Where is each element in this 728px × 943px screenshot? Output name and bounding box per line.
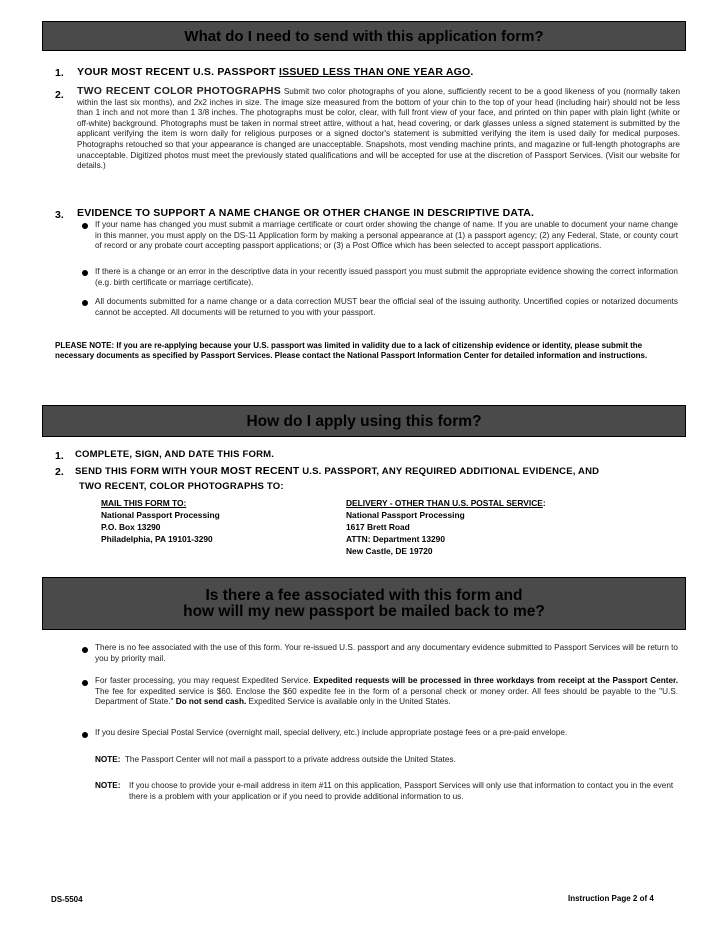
item-heading: TWO RECENT COLOR PHOTOGRAPHS <box>77 85 281 97</box>
address-heading: MAIL THIS FORM TO: <box>101 498 187 508</box>
note-text: If you choose to provide your e-mail address in item #11 on this application, Passport Services will only use that information to contact you in the event there is a problem with your application or if you need to provide additional information to us. <box>129 781 674 801</box>
please-note: PLEASE NOTE: If you are re-applying because your U.S. passport was limited in validity due to a lack of citizenship evidence or identity, please submit the necessary documents as specified by Passport Services. Please contact the National Passport Information Center for detailed information and instructions. <box>55 341 648 360</box>
fee-text-bold: Expedited requests will be processed in three workdays from receipt at the Passport Center. <box>313 676 679 685</box>
bullet-text: If there is a change or an error in the descriptive data in your recently issued passport you must submit the appropriate evidence showing the correct information (e.g. birth certificate or marriage certificate). <box>95 267 678 287</box>
note-text: The Passport Center will not mail a passport to a private address outside the United States. <box>124 755 456 764</box>
step-text: U.S. PASSPORT, ANY REQUIRED ADDITIONAL EVIDENCE, AND <box>299 466 600 477</box>
fee-text: The fee for expedited service is $60. Enclose the $60 expedite fee in the form of a personal check or money order. All fees should be payable to the "U.S. Department of State." <box>95 686 678 707</box>
item-heading-evidence: EVIDENCE TO SUPPORT A NAME CHANGE OR OTHER CHANGE IN DESCRIPTIVE DATA. <box>77 207 535 219</box>
bullet-icon <box>82 647 88 653</box>
form-id: DS-5504 <box>51 895 83 904</box>
fee-text: For faster processing, you may request Expedited Service. <box>95 676 314 685</box>
step-complete-sign: COMPLETE, SIGN, AND DATE THIS FORM. <box>75 449 275 460</box>
bullet-text: If your name has changed you must submit a marriage certificate or court order showing the change of name. If you are unable to document your name change in this manner, you must apply on the DS-11 Application form by making a personal appearance at (1) a passport agency; (2) any Federal, State, or county court of record or any probate court accepting passport applications; or (3) a Post Office which has been selected to accept passport applications. <box>95 220 678 251</box>
section-title: What do I need to send with this application form? <box>184 28 544 45</box>
item-text: YOUR MOST RECENT U.S. PASSPORT <box>77 66 280 78</box>
step-send-form <box>75 465 599 477</box>
bullet-icon <box>82 270 88 276</box>
address-line: ATTN: Department 13290 <box>346 534 445 544</box>
item-photographs-text: Submit two color photographs of you alone, sufficiently recent to be a good likeness of you (normally taken within the last six months), and 2x2 inches in size. The image size measured from the bottom of your chin to the top of your head (including hair) should not be less than 1 inch and not more than 1 3/8 inches. The photographs must be color, clear, with full front view of your face, and printed on thin paper with plain light (white or off-white) background. Photographs must be taken in normal street attire, without a hat, head covering, or dark glasses unless a signed statement is submitted by the applicant verifying the item is worn daily for religious purposes or a signed doctor's statement is submitted verifying the item is used daily for medical purposes. Photographs retouched so that your appearance is changed are unacceptable. Snapshots, most vending machine prints, and magazine or full-length photographs are unacceptable. Digitized photos must meet the previously stated qualifications and will be accepted for use at the discretion of Passport Services. (Visit our website for details.) <box>77 87 680 171</box>
delivery-address <box>346 497 546 557</box>
address-line: National Passport Processing <box>101 510 220 520</box>
section-header-what-to-send <box>42 21 686 51</box>
bullet-text: All documents submitted for a name change or a data correction MUST bear the official seal of the issuing authority. Uncertified copies or notarized documents cannot be accepted. All documents will be returned to you with your passport. <box>95 297 678 317</box>
address-line: Philadelphia, PA 19101-3290 <box>101 534 213 544</box>
section-title-line: Is there a fee associated with this form and <box>205 587 523 604</box>
step-text-emphasis: MOST RECENT <box>220 465 300 477</box>
item-photographs <box>77 86 680 172</box>
item-recent-passport <box>77 66 474 78</box>
fee-text-bold: Do not send cash. <box>175 697 247 707</box>
address-heading-colon: : <box>542 498 546 508</box>
note-label: NOTE: <box>95 781 121 790</box>
bullet-icon <box>82 223 88 229</box>
section-title-line: how will my new passport be mailed back to me? <box>183 603 545 620</box>
fee-text: Expedited Service is available only in the United States. <box>246 697 451 707</box>
note-label: NOTE: <box>95 755 121 764</box>
address-line: 1617 Brett Road <box>346 522 410 532</box>
bullet-icon <box>82 300 88 306</box>
section-title: How do I apply using this form? <box>246 413 482 430</box>
bullet-icon <box>82 680 88 686</box>
page-number: Instruction Page 2 of 4 <box>568 894 654 903</box>
step-number: 1. <box>55 450 64 462</box>
item-text-end: . <box>470 66 474 78</box>
address-line: P.O. Box 13290 <box>101 522 161 532</box>
address-line: National Passport Processing <box>346 510 465 520</box>
section-header-how-to-apply <box>42 405 686 437</box>
step-number: 2. <box>55 466 64 478</box>
item-number: 2. <box>55 89 64 101</box>
note-email <box>95 781 678 802</box>
item-number: 1. <box>55 67 64 79</box>
fee-bullet: If you desire Special Postal Service (overnight mail, special delivery, etc.) include appropriate postage fees or a pre-paid envelope. <box>95 728 568 737</box>
step-text: SEND THIS FORM WITH YOUR <box>75 466 221 477</box>
section-header-fee <box>42 577 686 630</box>
mail-address <box>101 497 220 545</box>
fee-bullet: There is no fee associated with the use of this form. Your re-issued U.S. passport and any documentary evidence submitted to Passport Services will be return to you by priority mail. <box>95 643 678 663</box>
step-send-form-line2: TWO RECENT, COLOR PHOTOGRAPHS TO: <box>79 481 284 492</box>
address-heading: DELIVERY - OTHER THAN U.S. POSTAL SERVICE <box>346 498 543 508</box>
address-line: New Castle, DE 19720 <box>346 546 433 556</box>
item-underlined-text: ISSUED LESS THAN ONE YEAR AGO <box>279 66 471 78</box>
fee-bullet-expedited <box>95 676 678 708</box>
note-no-foreign-mail <box>95 755 678 766</box>
bullet-icon <box>82 732 88 738</box>
item-number: 3. <box>55 209 64 221</box>
